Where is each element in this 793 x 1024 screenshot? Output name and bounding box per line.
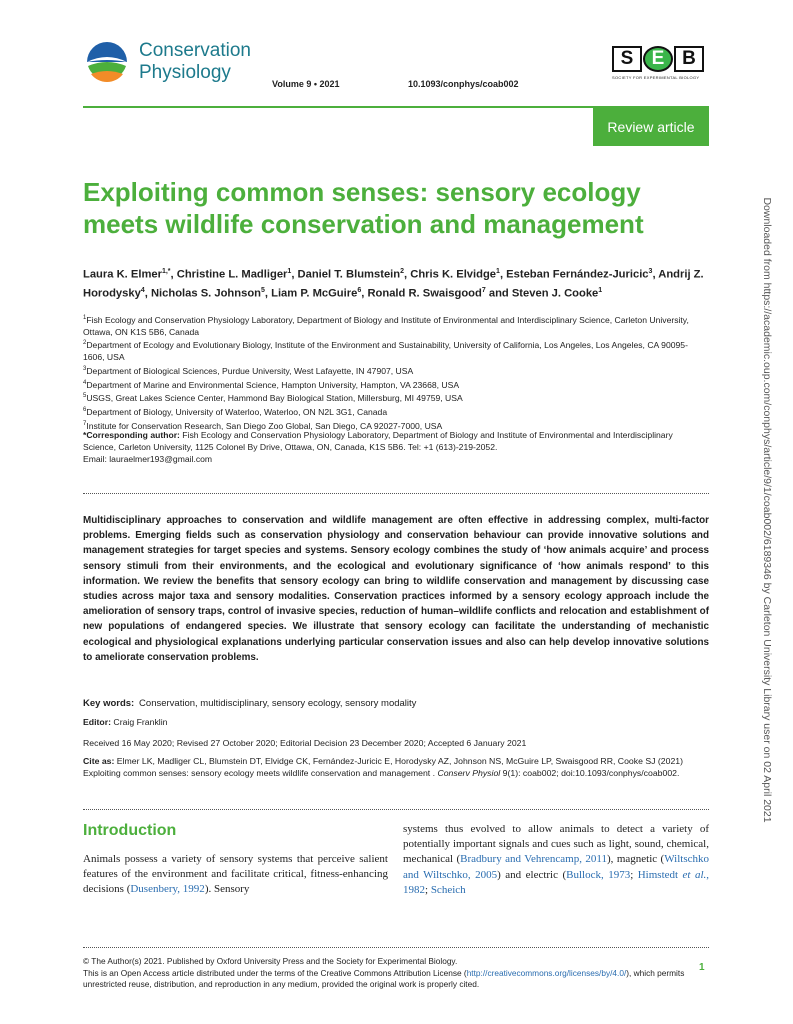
- affiliation: $^1$Fish Ecology and Conservation Physiology Laboratory, Department of Biology and Institute of Environmental and Interdisciplinary Science, Carleton University, Ottawa, ON K1S 5B6, Canada: [83, 314, 689, 337]
- citation-link[interactable]: Wiltschko and Wiltschko, 2005: [403, 853, 709, 881]
- author-list: Laura K. Elmer$^{1,*}$, Christine L. Madliger$^1$, Daniel T. Blumstein$^2$, Chris K. Elvidge$^1$, Esteban Fernández-Juricic$^3$, Andrij Z. Horodysky$^4$, Nicholas S. Johnson$^5$, Liam P. McGuire$^6$, Ronald R. Swaisgood$^7$ and Steven J. Cooke$^1$: [83, 268, 704, 300]
- citation: Cite as: Elmer LK, Madliger CL, Blumstein DT, Elvidge CK, Fernández-Juricic E, Horodysky AZ, Johnson NS, McGuire LP, Swaisgood RR, Cooke SJ (2021) Exploiting common senses: sensory ecology meets wildlife conservation and management . Conserv Physiol 9(1): coab002; doi:10.1093/conphys/coab002.: [83, 756, 684, 779]
- abstract: Multidisciplinary approaches to conservation and wildlife management are often effective in addressing complex, multi-factor problems. Emerging fields such as conservation physiology and conservation behaviour can provide innovative solutions and management strategies for target species and systems. Sensory ecology combines the study of ‘how animals acquire’ and process sensory stimuli from their environments, and the ecological and evolutionary significance of ‘how animals respond’ to this information. We review the benefits that sensory ecology can bring to wildlife conservation and management by discussing case studies across major taxa and sensory modalities. Conservation practices informed by a sensory ecology approach include the amelioration of sensory traps, control of invasive species, reduction of human–wildlife conflicts and relocation and establishment of new populations of endangered species. We illustrate that sensory ecology can facilitate the understanding of mechanistic ecological and physiological explanations underlying particular conservation issues and also can help develop innovative solutions to ameliorate conservation problems.: [83, 515, 709, 663]
- author: Christine L. Madliger: [176, 268, 288, 281]
- citation-link[interactable]: Bradbury and Vehrencamp, 2011: [460, 853, 607, 866]
- article-title: Exploiting common senses: sensory ecology meets wildlife conservation and management: [83, 177, 644, 239]
- section-heading-introduction: Introduction: [83, 822, 177, 839]
- license-link[interactable]: http://creativecommons.org/licenses/by/4.0/: [466, 967, 627, 978]
- dates: Received 16 May 2020; Revised 27 October 2020; Editorial Decision 23 December 2020; Accepted 6 January 2021: [83, 738, 527, 748]
- intro-left-column: Animals possess a variety of sensory systems that perceive salient features of the environment and facilitate critical, fitness-enhancing decisions (Dusenbery, 1992). Sensory: [83, 853, 388, 896]
- intro-right-column: systems thus evolved to allow animals to detect a variety of potentially important signals and cues such as light, sound, chemical, mechanical (Bradbury and Vehrencamp, 2011), magnetic (Wiltschko and Wiltschko, 2005) and electric (Bullock, 1973; Himstedt et al., 1982; Scheich: [403, 823, 710, 896]
- doi-label: 10.1093/conphys/coab002: [408, 79, 519, 89]
- author: Daniel T. Blumstein: [297, 268, 401, 281]
- journal-logo: [83, 38, 253, 88]
- separator: [83, 947, 709, 948]
- editor: Editor: Craig Franklin: [83, 717, 168, 727]
- author: Steven J. Cooke: [511, 287, 599, 300]
- separator: [83, 809, 709, 810]
- author: Andrij Z. Horodysky: [83, 268, 704, 300]
- seb-logo: [612, 46, 708, 88]
- article-type-badge: Review article: [593, 108, 709, 146]
- page-number: 1: [699, 962, 705, 973]
- license-footer: © The Author(s) 2021. Published by Oxford University Press and the Society for Experimental Biology. This is an Open Access article distributed under the terms of the Creative Commons Attribution License (http://creativecommons.org/licenses/by/4.0/), which permits unrestricted reuse, distribution, and reproduction in any medium, provided the original work is properly cited.: [83, 956, 685, 990]
- seb-letter-b: B: [674, 46, 704, 72]
- citation-link[interactable]: Bullock, 1973: [566, 868, 631, 881]
- author: Liam P. McGuire: [271, 287, 358, 300]
- author: Esteban Fernández-Juricic: [506, 268, 649, 281]
- journal-logo-icon: [83, 38, 131, 86]
- citation-link[interactable]: Scheich: [430, 883, 466, 896]
- author: Ronald R. Swaisgood: [367, 287, 482, 300]
- author: Chris K. Elvidge: [410, 268, 497, 281]
- volume-label: Volume 9 • 2021: [272, 79, 340, 89]
- separator: [83, 493, 709, 494]
- keywords: Key words: Conservation, multidisciplinary, sensory ecology, sensory modality: [83, 698, 417, 709]
- corresponding-author: *Corresponding author: Fish Ecology and Conservation Physiology Laboratory, Department of Biology and Institute of Environmental and Interdisciplinary Science, Carleton University, 1125 Colonel By Drive, Ottawa, ON, Canada, K1S 5B6. Tel: +1 (613)-219-2052. Email: lauraelmer193@gmail.com: [83, 430, 673, 464]
- seb-caption: SOCIETY FOR EXPERIMENTAL BIOLOGY: [612, 75, 700, 80]
- affiliation: $^3$Department of Biological Sciences, Purdue University, West Lafayette, IN 47907, USA: [83, 365, 414, 376]
- affiliation: $^2$Department of Ecology and Evolutionary Biology, Institute of the Environment and Sustainability, University of California, Los Angeles, Los Angeles, CA 90095-1606, USA: [83, 340, 688, 363]
- journal-name: Conservation Physiology: [139, 40, 251, 83]
- citation-link[interactable]: Dusenbery, 1992: [130, 883, 205, 896]
- affiliation: $^5$USGS, Great Lakes Science Center, Hammond Bay Biological Station, Millersburg, MI 49759, USA: [83, 393, 463, 404]
- author-email[interactable]: Email: lauraelmer193@gmail.com: [83, 453, 213, 464]
- citation-link[interactable]: Himstedt et al., 1982: [403, 868, 710, 896]
- author: Laura K. Elmer: [83, 268, 162, 281]
- affiliations: [83, 313, 708, 432]
- seb-letter-e: E: [643, 46, 673, 72]
- download-watermark: Downloaded from https://academic.oup.com/conphys/article/9/1/coab002/6189346 by Carleton University Library user on 02 April 2021: [761, 197, 773, 823]
- affiliation: $^6$Department of Biology, University of Waterloo, Waterloo, ON N2L 3G1, Canada: [83, 406, 388, 417]
- author: Nicholas S. Johnson: [150, 287, 261, 300]
- seb-letter-s: S: [612, 46, 642, 72]
- affiliation: $^4$Department of Marine and Environmental Science, Hampton University, Hampton, VA 23668, USA: [83, 379, 460, 390]
- affiliation: $^7$Institute for Conservation Research, San Diego Zoo Global, San Diego, CA 92027-7000, USA: [83, 420, 443, 431]
